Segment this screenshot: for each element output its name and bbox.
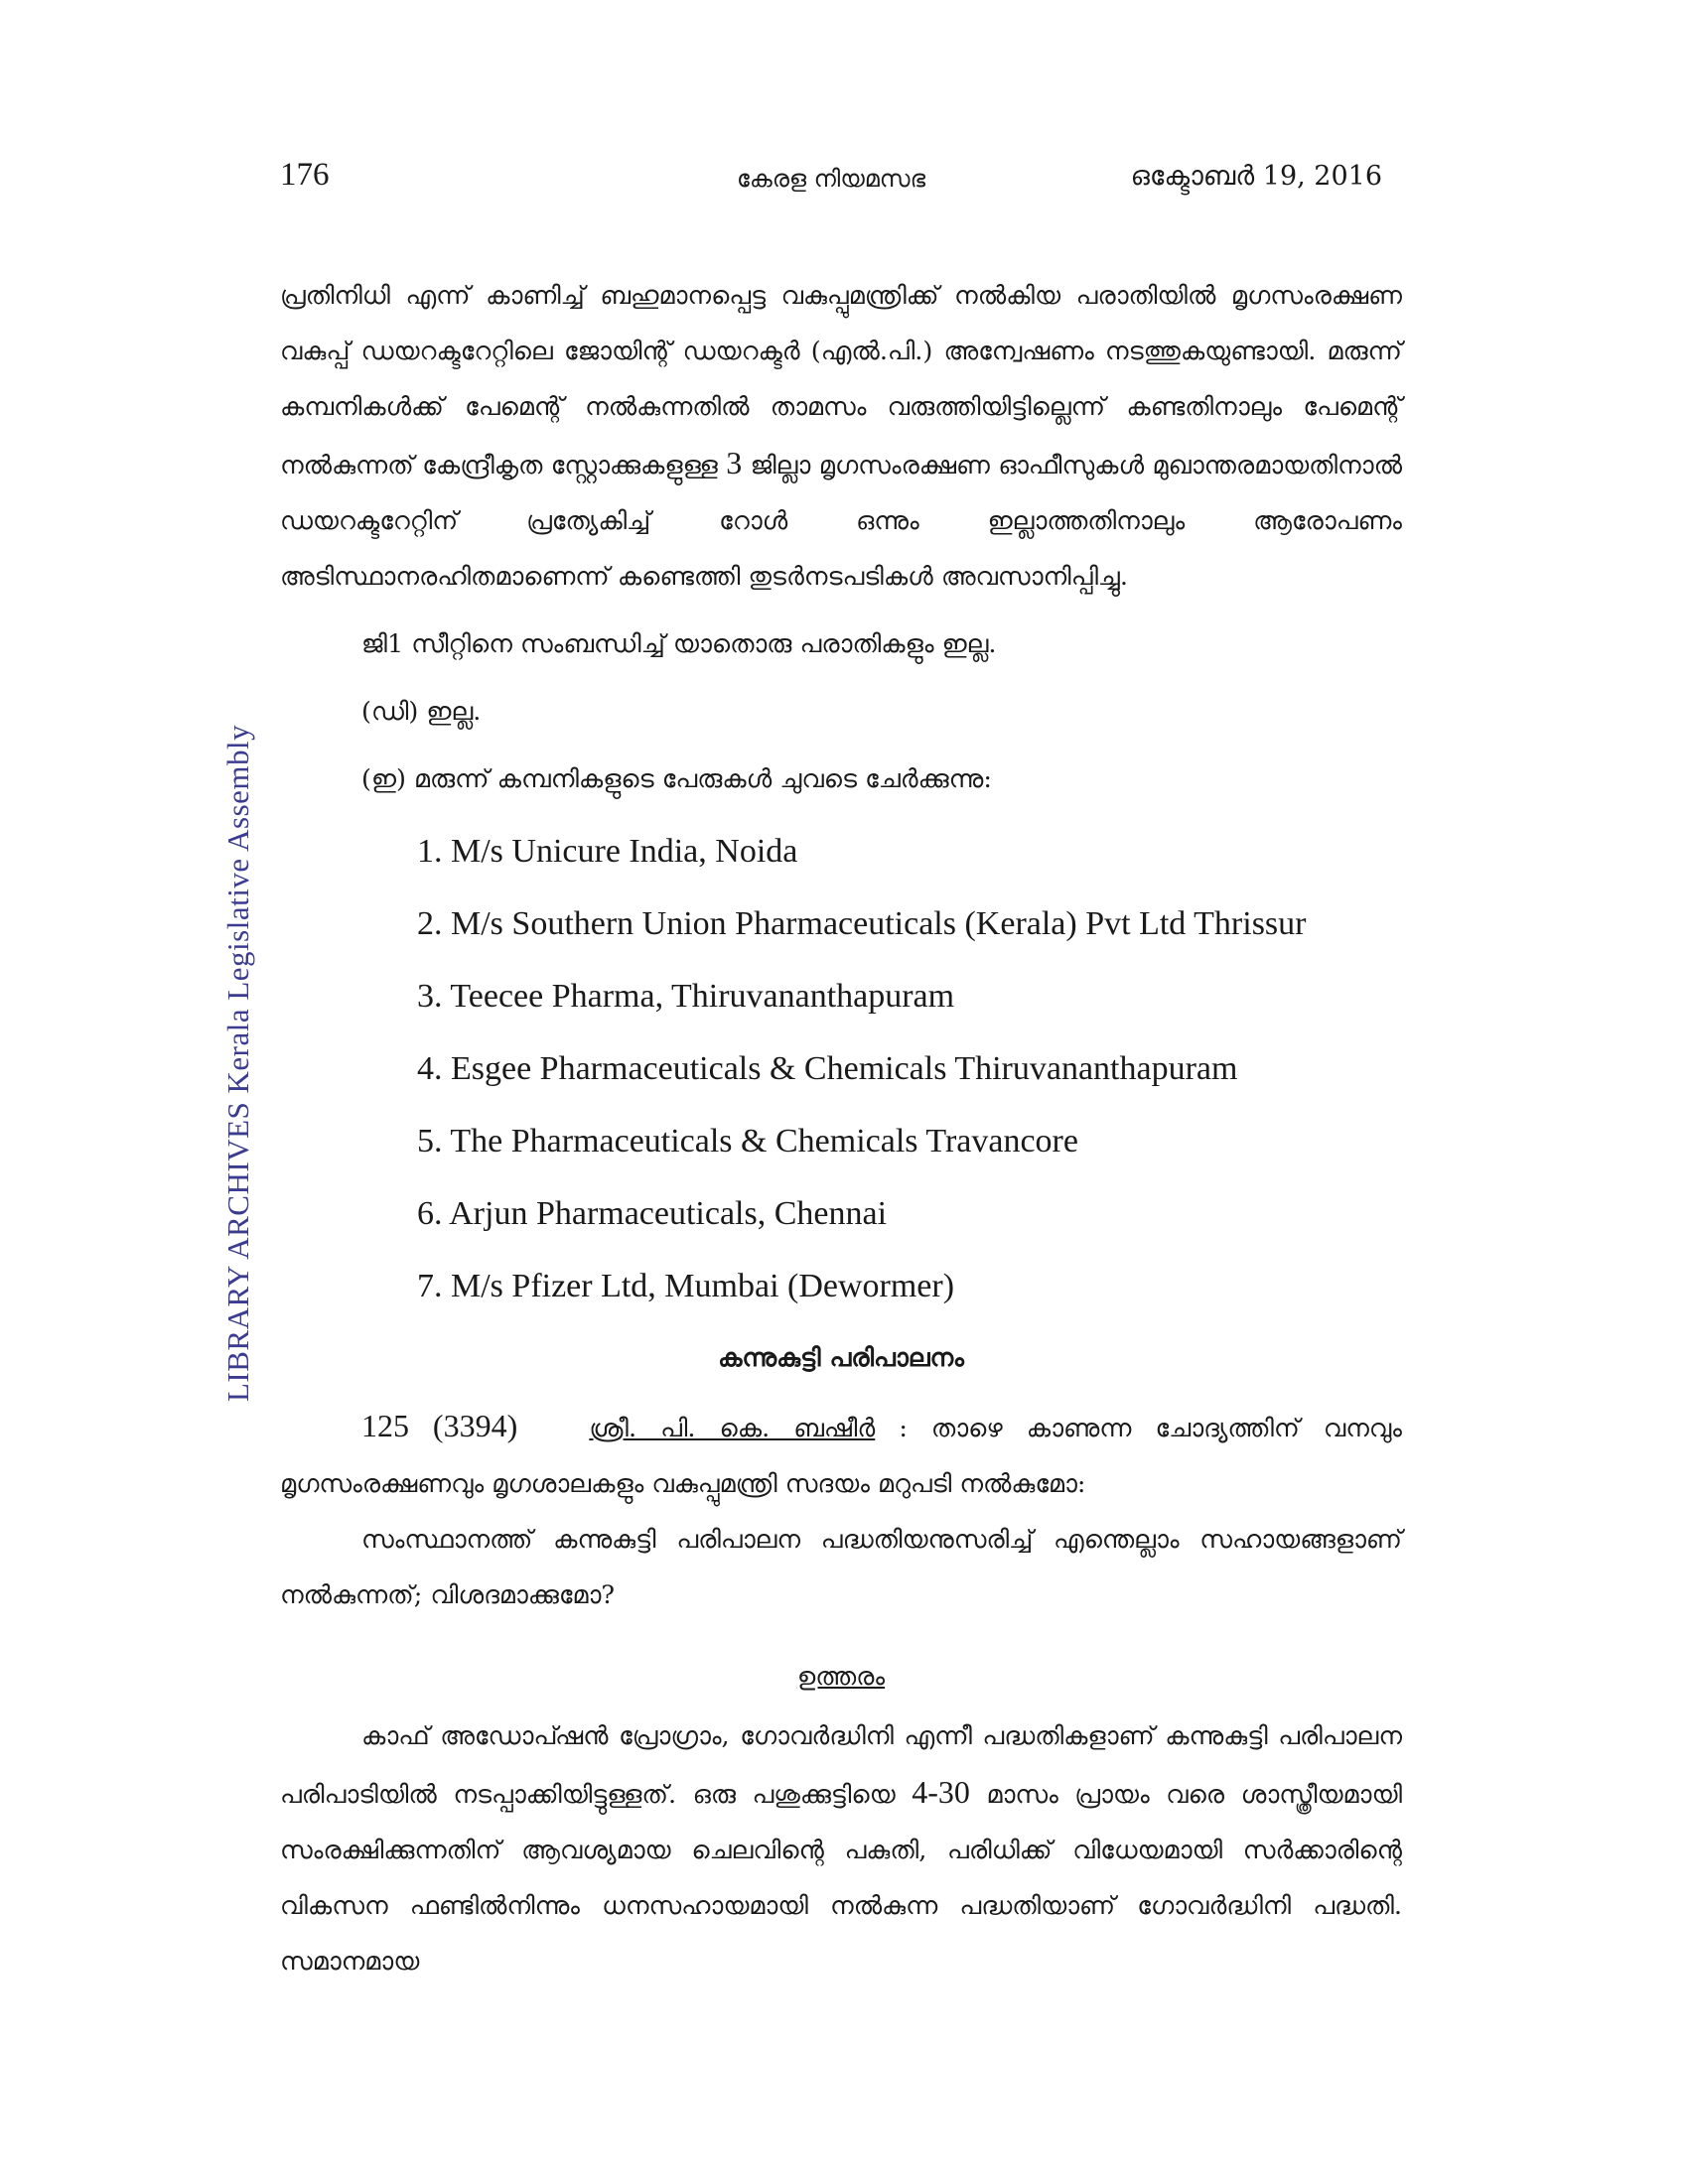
age-range: 4-30: [912, 1774, 970, 1810]
member-name: ശ്രീ. പി. കെ. ബഷീർ: [589, 1414, 876, 1443]
page-number: 176: [280, 157, 330, 193]
document-body: [280, 268, 1402, 1989]
answer-text: കാഫ് അഡോപ്ഷൻ പ്രോഗ്രാം, ഗോവർദ്ധിനി എന്നീ പദ്ധതികളാണ് കന്നുകുട്ടി പരിപാലന പരിപാടിയിൽ നടപ്പാക്കിയിട്ടുള്ളത്. ഒരു പശുക്കുട്ടിയെ: [280, 1721, 1402, 1810]
company-list: [280, 815, 1402, 1322]
answer-d: (ഡി) ഇല്ല.: [361, 697, 482, 727]
answer-heading: ഉത്തരം: [796, 1662, 886, 1692]
section-heading: കന്നുകുട്ടി പരിപാലനം: [718, 1343, 964, 1373]
answer-e: (ഇ) മരുന്ന് കമ്പനികളുടെ പേരുകൾ ചുവടെ ചേർക്കുന്നു:: [361, 764, 992, 794]
list-item: 6. Arjun Pharmaceuticals, Chennai: [417, 1195, 888, 1232]
list-item: 3. Teecee Pharma, Thiruvananthapuram: [417, 978, 955, 1015]
page-header: [280, 157, 1382, 201]
question-intro: : താഴെ കാണുന്ന ചോദ്യത്തിന് വനവും മൃഗസംരക്ഷണവും മൃഗശാലകളും വകുപ്പുമന്ത്രി സദയം മറുപടി നൽകുമോ:: [280, 1414, 1402, 1499]
list-item: 4. Esgee Pharmaceuticals & Chemicals Thiruvananthapuram: [417, 1050, 1238, 1087]
archive-watermark: LIBRARY ARCHIVES Kerala Legislative Assembly: [220, 724, 255, 1402]
list-item: 2. M/s Southern Union Pharmaceuticals (Kerala) Pvt Ltd Thrissur: [417, 905, 1307, 942]
answer-paragraph: [280, 1708, 1402, 1989]
question-number: 125 (3394): [361, 1408, 518, 1443]
paragraph-text: ജില്ലാ മൃഗസംരക്ഷണ ഓഫീസുകൾ മുഖാന്തരമായതിനാൽ ഡയറക്ടറേറ്റിന് പ്രത്യേകിച്ച് റോൾ ഒന്നും ഇല്ലാത്തതിനാലും ആരോപണം അടിസ്ഥാനരഹിതമാണെന്ന് കണ്ടെത്തി തുടർനടപടികൾ അവസാനിപ്പിച്ചു.: [280, 451, 1402, 592]
answer-text: മാസം പ്രായം വരെ ശാസ്ത്രീയമായി സംരക്ഷിക്കുന്നതിന് ആവശ്യമായ ചെലവിന്റെ പകുതി, പരിധിക്ക് വിധേയമായി സർക്കാരിന്റെ വികസന ഫണ്ടിൽനിന്നും ധനസഹായമായി നൽകുന്ന പദ്ധതിയാണ് ഗോവർദ്ധിനി പദ്ധതി. സമാനമായ: [280, 1780, 1403, 1977]
district-count: 3: [726, 445, 743, 480]
list-item: 5. The Pharmaceuticals & Chemicals Travancore: [417, 1123, 1078, 1160]
list-item: 7. M/s Pfizer Ltd, Mumbai (Dewormer): [417, 1268, 955, 1304]
question-text: സംസ്ഥാനത്ത് കന്നുകുട്ടി പരിപാലന പദ്ധതിയനുസരിച്ച് എന്തെല്ലാം സഹായങ്ങളാണ് നൽകുന്നത്; വിശദമാക്കുമോ?: [280, 1525, 1402, 1610]
running-title: കേരള നിയമസഭ: [737, 165, 926, 193]
paragraph-text: പ്രതിനിധി എന്ന് കാണിച്ച് ബഹുമാനപ്പെട്ട വകുപ്പുമന്ത്രിക്ക് നൽകിയ പരാതിയിൽ മൃഗസംരക്ഷണ വകുപ്പ് ഡയറക്ടറേറ്റിലെ ജോയിന്റ് ഡയറക്ടർ (എൽ.പി.) അന്വേഷണം നടത്തുകയുണ്ടായി. മരുന്ന് കമ്പനികൾക്ക് പേമെന്റ് നൽകുന്നതിൽ താമസം വരുത്തിയിട്ടില്ലെന്ന് കണ്ടതിനാലും പേമെന്റ് നൽകുന്നത് കേന്ദ്രീകൃത സ്റ്റോക്കുകളുള്ള: [280, 281, 1402, 480]
list-item: 1. M/s Unicure India, Noida: [417, 833, 798, 870]
question-paragraph: [280, 1398, 1402, 1512]
header-date: ഒക്ടോബർ 19, 2016: [1130, 161, 1382, 192]
paragraph-complaint-inquiry: [280, 268, 1402, 605]
paragraph-g1-seat: ജി1 സീറ്റിനെ സംബന്ധിച്ച് യാതൊരു പരാതികളും ഇല്ല.: [361, 629, 997, 659]
